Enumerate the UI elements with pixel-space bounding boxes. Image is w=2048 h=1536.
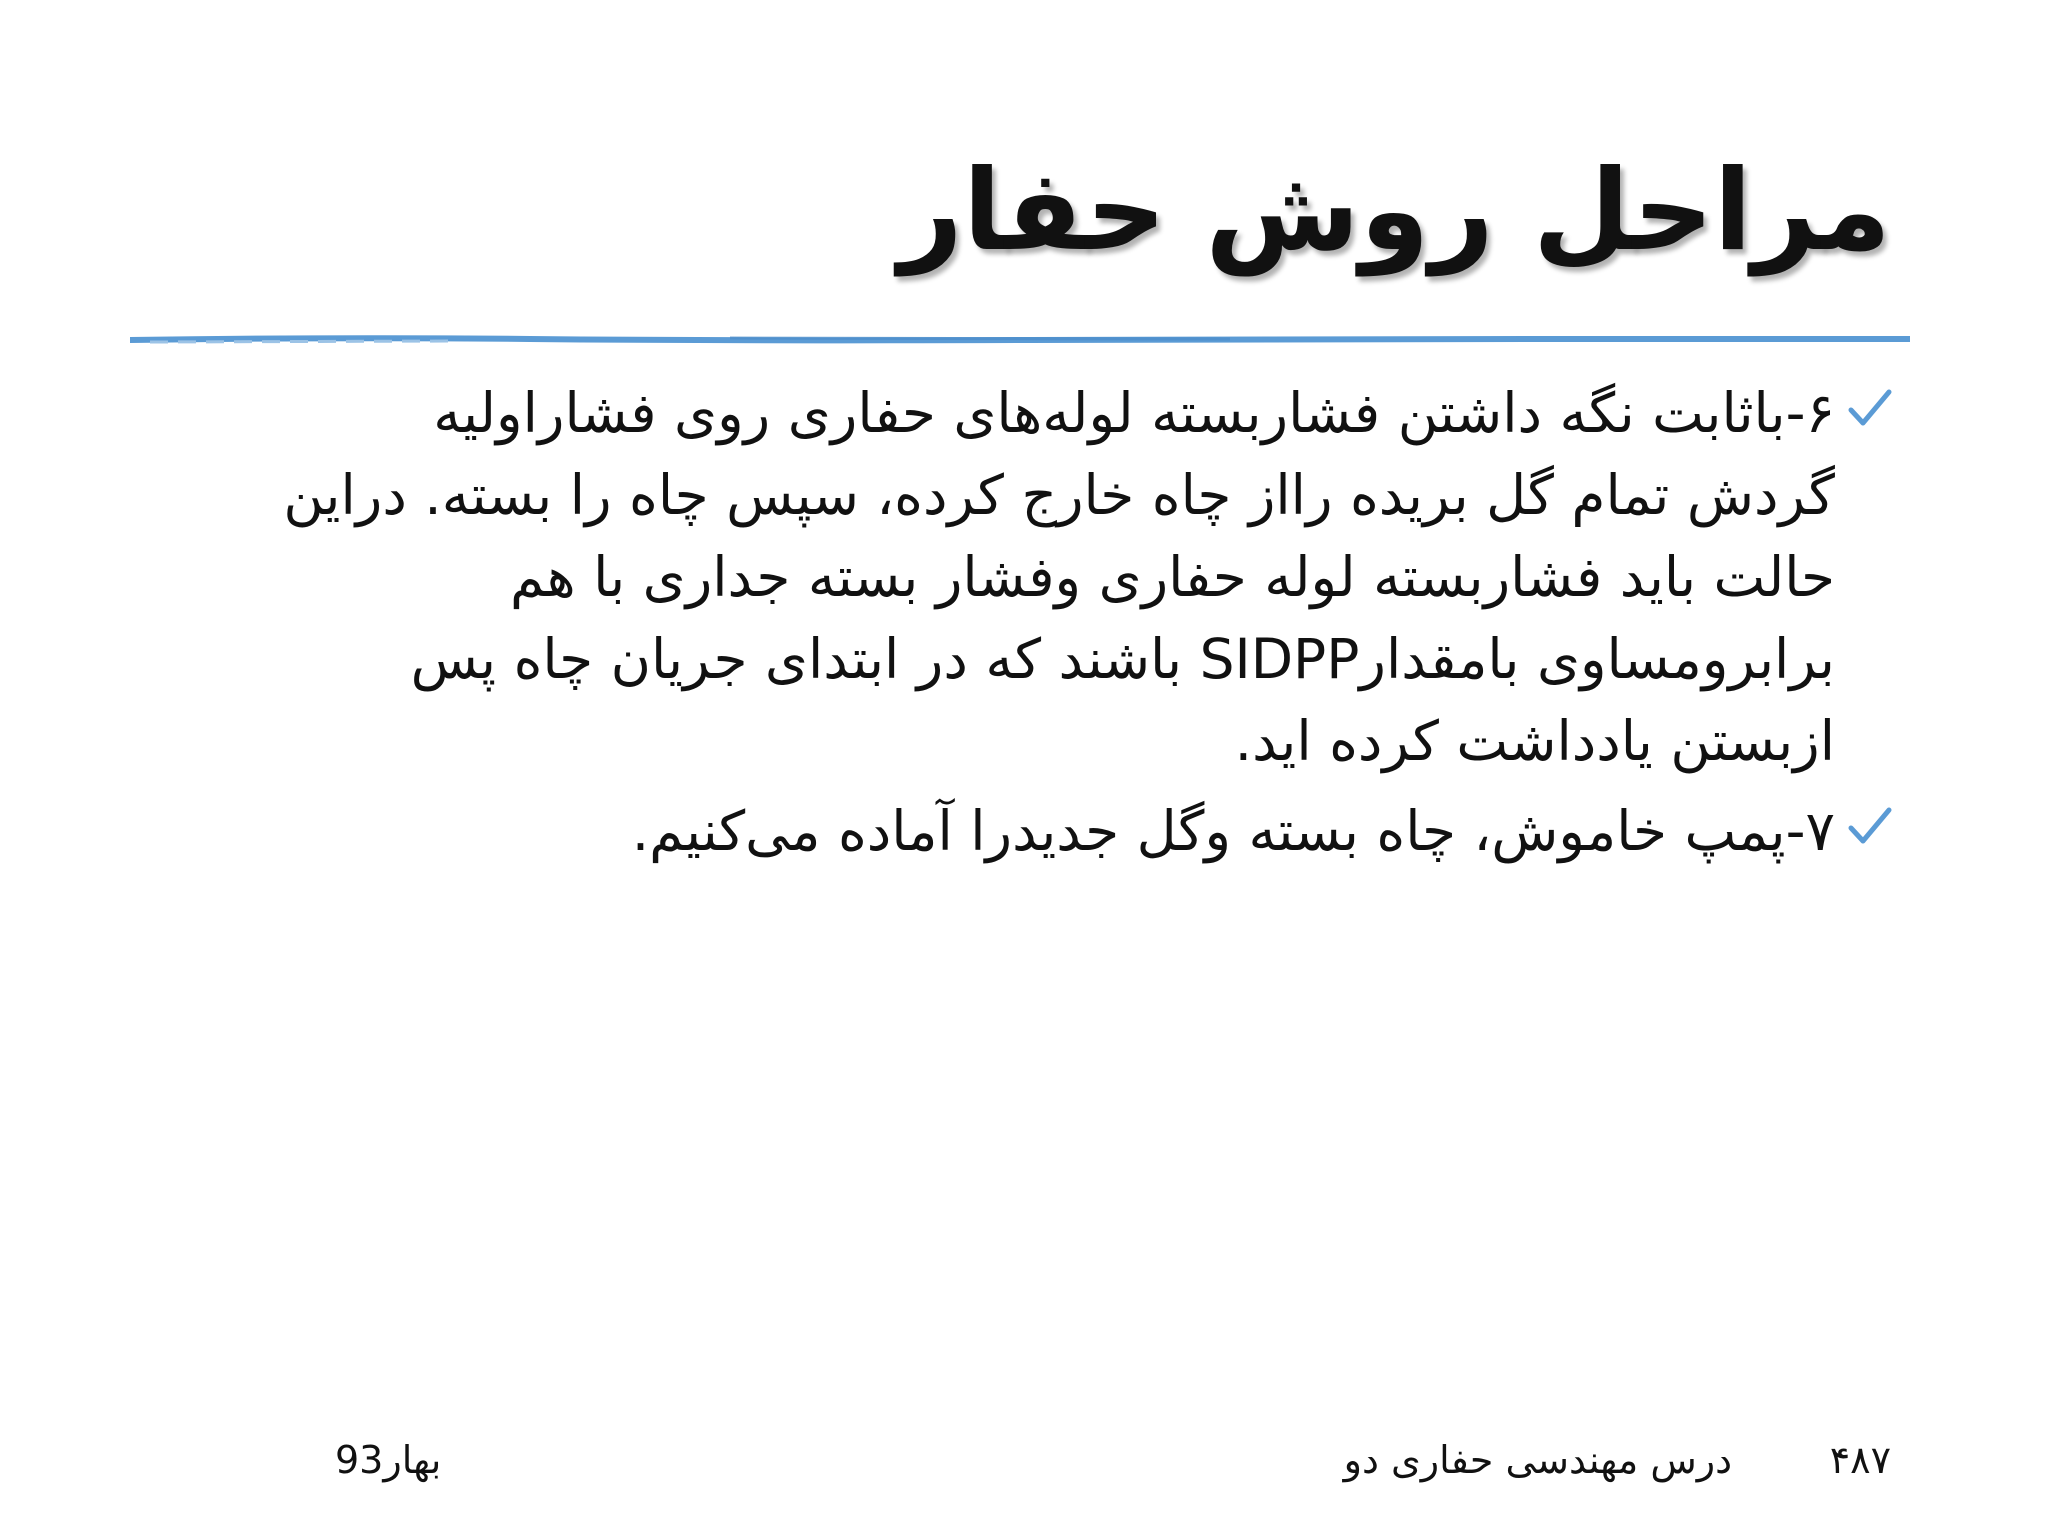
bullet-item bbox=[173, 372, 1893, 782]
bullet-line: حالت باید فشاربسته لوله حفاری وفشار بسته جداری با هم bbox=[510, 545, 1835, 609]
bullet-item bbox=[173, 790, 1893, 872]
bullet-line: ازبستن یادداشت کرده اید. bbox=[1234, 709, 1835, 773]
bullet-line: گردش تمام گل بریده رااز چاه خارج کرده، سپس چاه را بسته. دراین bbox=[283, 463, 1835, 527]
slide-number: ۴۸۷ bbox=[1829, 1438, 1891, 1482]
title-divider bbox=[130, 334, 1910, 346]
check-icon bbox=[1847, 804, 1893, 850]
check-icon bbox=[1847, 386, 1893, 432]
footer-semester: بهار93 bbox=[335, 1438, 442, 1482]
bullet-list bbox=[173, 372, 1893, 880]
bullet-line: ۷-پمپ خاموش، چاه بسته وگل جدیدرا آماده می‌کنیم. bbox=[631, 799, 1835, 863]
bullet-line: برابرومساوی بامقدارSIDPP باشند که در ابتدای جریان چاه پس bbox=[410, 627, 1835, 691]
slide-title: مراحل روش حفار bbox=[898, 146, 1891, 276]
bullet-line: ۶-باثابت نگه داشتن فشاربسته لوله‌های حفاری روی فشاراولیه bbox=[433, 381, 1835, 445]
footer-course-title: درس مهندسی حفاری دو bbox=[1343, 1438, 1732, 1482]
